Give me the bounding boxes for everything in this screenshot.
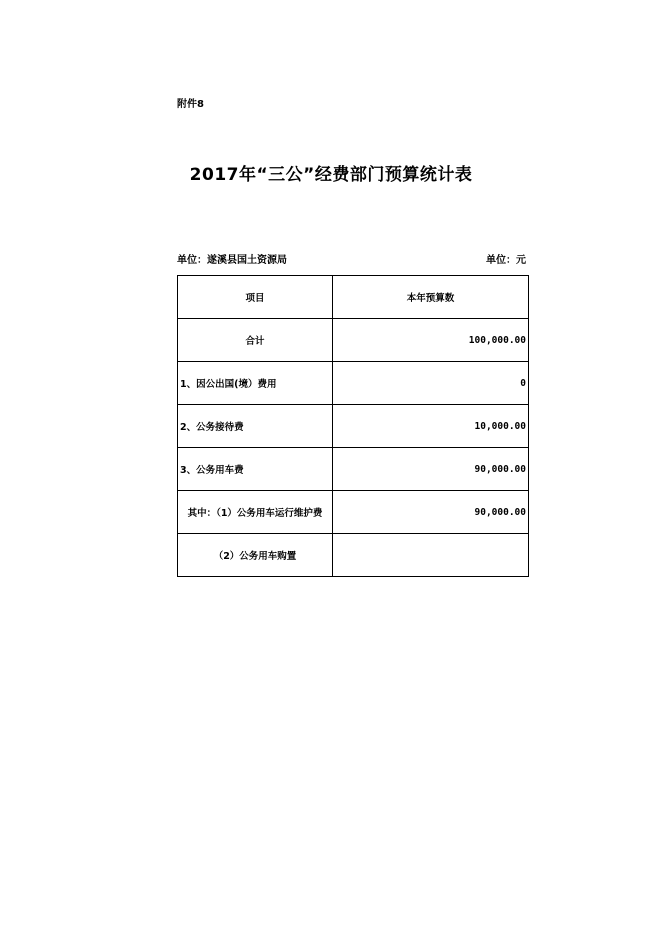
row-amount [333,534,529,577]
table-row [178,534,529,577]
row-item: 3、公务用车费 [178,448,333,491]
row-amount: 10,000.00 [333,405,529,448]
row-amount: 90,000.00 [333,448,529,491]
header-item: 项目 [178,276,333,319]
row-amount: 100,000.00 [333,319,529,362]
table-row [178,362,529,405]
row-item: 2、公务接待费 [178,405,333,448]
row-item: 1、因公出国(境）费用 [178,362,333,405]
unit-organization: 单位：遂溪县国土资源局 [177,255,287,266]
unit-currency: 单位：元 [486,255,526,266]
attachment-label: 附件8 [177,99,204,110]
page-title: 2017年“三公”经费部门预算统计表 [189,165,473,185]
row-item: 其中：（1）公务用车运行维护费 [178,491,333,534]
row-item: （2）公务用车购置 [178,534,333,577]
row-amount: 0 [333,362,529,405]
row-item: 合计 [178,319,333,362]
budget-table [177,275,529,577]
table-row [178,405,529,448]
row-amount: 90,000.00 [333,491,529,534]
table-row [178,319,529,362]
table-row [178,491,529,534]
table-row [178,448,529,491]
header-amount: 本年预算数 [333,276,529,319]
table-header-row [178,276,529,319]
